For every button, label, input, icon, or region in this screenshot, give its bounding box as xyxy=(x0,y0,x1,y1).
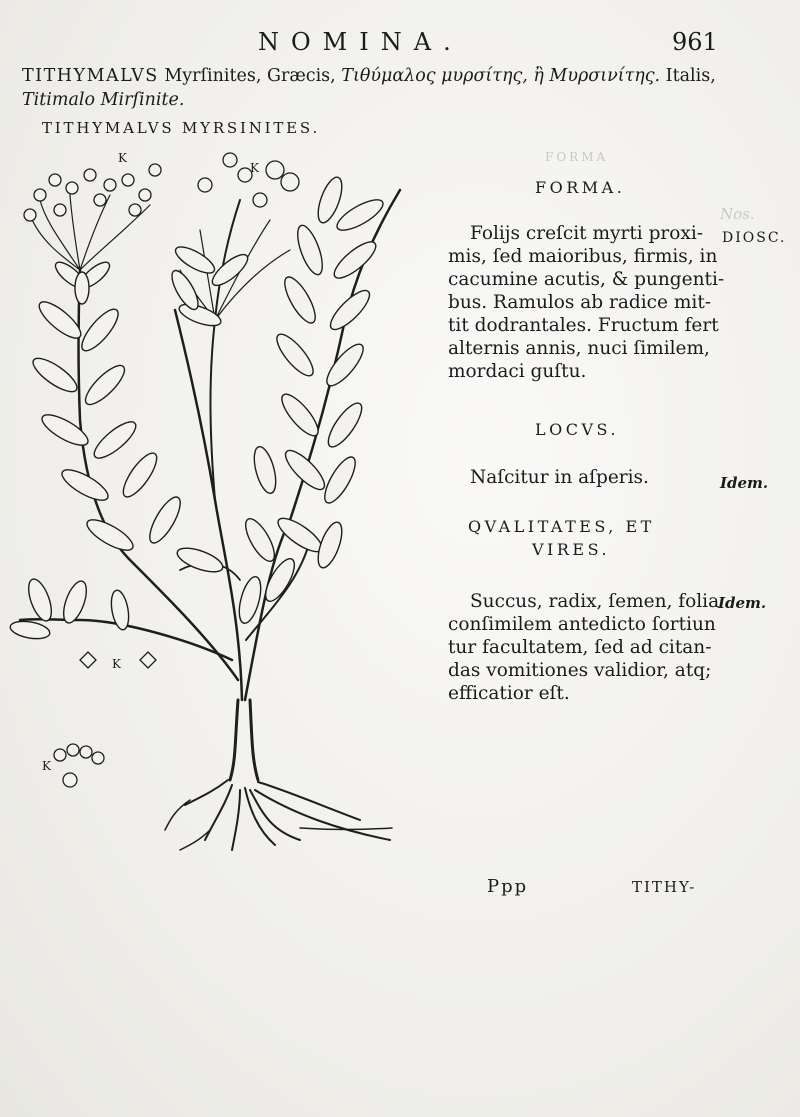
forma-text xyxy=(448,222,725,383)
plant-title: TITHYMALVS MYRSINITES. xyxy=(42,119,321,137)
signature-mark: Ppp xyxy=(487,876,529,897)
locus-text: Naſcitur in aſperis. xyxy=(470,467,649,488)
forma-line: mordaci guſtu. xyxy=(448,361,587,382)
forma-line: tit dodrantales. Fructum fert xyxy=(448,315,719,336)
qualitates-line: conſimilem antedicto ſortiun xyxy=(448,614,716,635)
forma-line: alternis annis, nuci ſimilem, xyxy=(448,338,710,359)
page-number: 961 xyxy=(672,28,718,56)
catchword: TITHY- xyxy=(632,878,697,896)
forma-line: cacumine acutis, & pungenti- xyxy=(448,269,725,290)
margin-note-idem: Idem. xyxy=(718,594,767,612)
section-heading-vires: VIRES. xyxy=(532,540,611,559)
figure-letter-k: K xyxy=(42,759,51,773)
show-through-text: FORMA xyxy=(545,150,609,164)
forma-line: Folijs creſcit myrti proxi- xyxy=(470,223,703,244)
section-heading-forma: FORMA. xyxy=(535,178,626,197)
figure-letter-k: K xyxy=(112,657,121,671)
margin-note-diosc: DIOSC. xyxy=(722,230,787,246)
figure-letter-k: K xyxy=(250,161,259,175)
qualitates-line: das vomitiones validior, atq; xyxy=(448,660,712,681)
italian-name: Titimalo Mirſinite. xyxy=(22,90,185,110)
margin-note-idem: Idem. xyxy=(720,474,769,492)
show-through-text: Nos. xyxy=(720,205,755,223)
plant-woodcut-illustration xyxy=(0,140,440,860)
qualitates-text xyxy=(448,590,720,705)
section-heading-locus: LOCVS. xyxy=(535,420,620,439)
qualitates-line: tur facultatem, ſed ad citan- xyxy=(448,637,712,658)
latin-epithet: Myrſinites, Græcis, xyxy=(158,66,342,86)
italian-label: Italis, xyxy=(660,66,716,86)
section-heading-qualitates: QVALITATES, ET xyxy=(468,517,655,536)
running-title: NOMINA. xyxy=(258,28,463,56)
latin-name: TITHYMALVS xyxy=(22,66,159,86)
qualitates-line: efficatior eſt. xyxy=(448,683,570,704)
forma-line: bus. Ramulos ab radice mit- xyxy=(448,292,712,313)
forma-line: mis, ſed maioribus, firmis, in xyxy=(448,246,718,267)
figure-letter-k: K xyxy=(118,151,127,165)
qualitates-line: Succus, radix, ſemen, folia xyxy=(470,591,720,612)
greek-name: Τιθύμαλος μυρσίτης, ἢ Μυρσινίτης. xyxy=(341,66,661,86)
intro-paragraph xyxy=(22,64,722,112)
